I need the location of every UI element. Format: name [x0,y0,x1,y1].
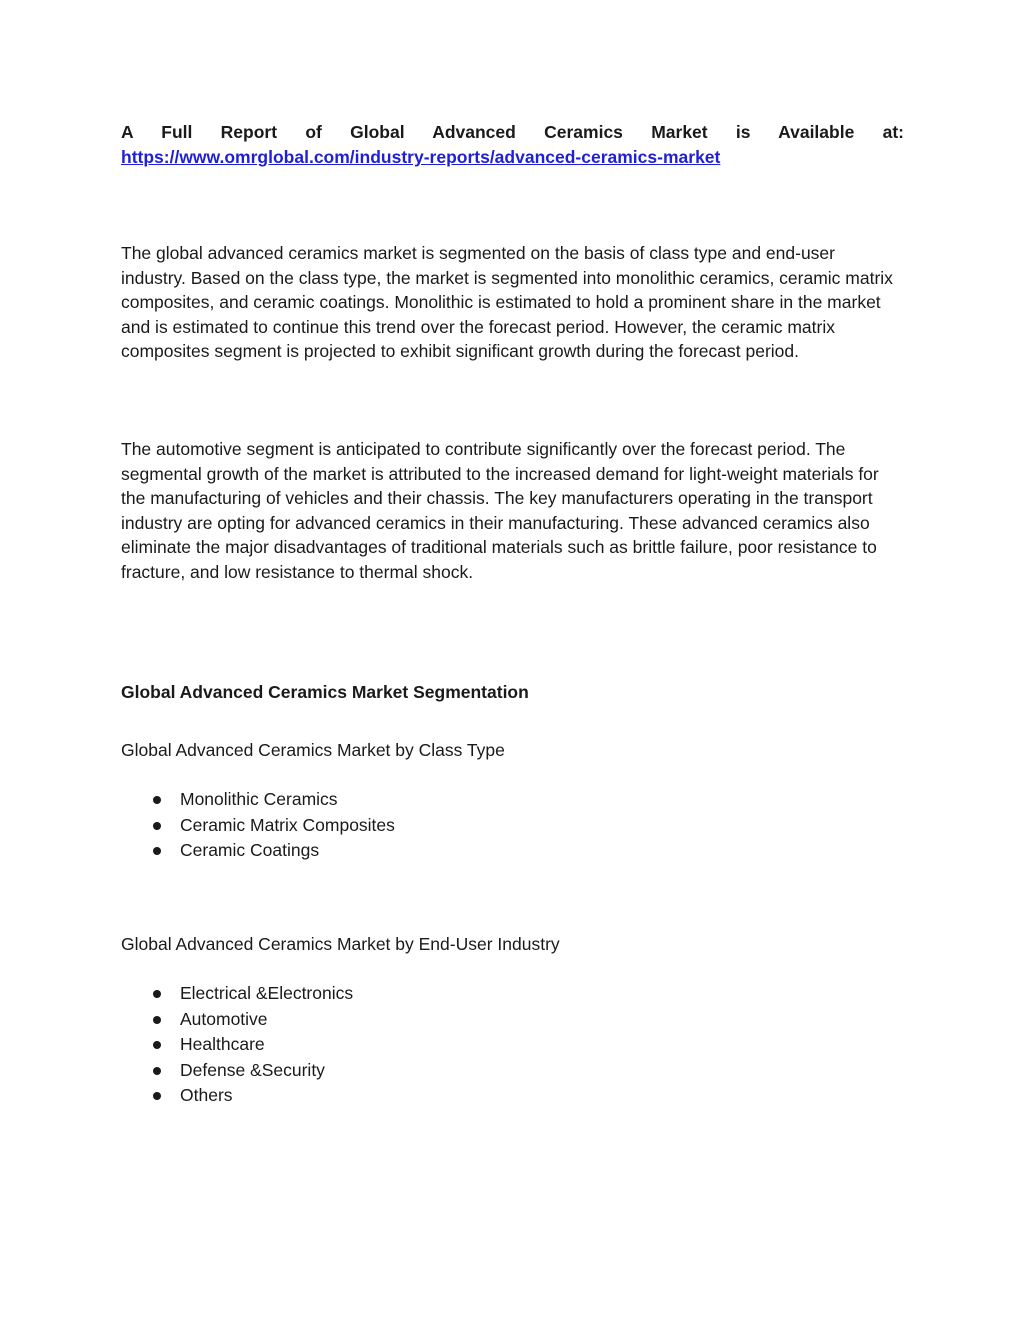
list-item [121,1007,353,1033]
class-type-heading: Global Advanced Ceramics Market by Class Type [121,740,505,760]
bullet-icon [153,847,161,855]
automotive-paragraph: The automotive segment is anticipated to contribute significantly over the forecast period. The segmental growth of the market is attributed to the increased demand for light-weight materials for the manufacturing of vehicles and their chassis. The key manufacturers operating in the transport industry are opting for advanced ceramics in their manufacturing. These advanced ceramics also eliminate the major disadvantages of traditional materials such as brittle failure, poor resistance to fracture, and low resistance to thermal shock. [121,439,879,582]
list-item-label: Ceramic Coatings [180,840,320,861]
list-item-label: Automotive [180,1008,268,1029]
list-item [121,1083,353,1109]
overview-paragraph: The global advanced ceramics market is segmented on the basis of class type and end-user industry. Based on the class type, the market is segmented into monolithic ceramics, ceramic matrix composites, and ceramic coatings. Monolithic is estimated to hold a prominent share in the market and is estimated to continue this trend over the forecast period. However, the ceramic matrix composites segment is projected to exhibit significant growth during the forecast period. [121,243,893,362]
list-item-label: Healthcare [180,1034,265,1055]
bullet-icon [153,1041,161,1049]
bullet-icon [153,1067,161,1075]
class-type-list [121,787,395,864]
bullet-icon [153,822,161,830]
list-item [121,1058,353,1084]
list-item [121,787,395,813]
list-item [121,813,395,839]
list-item-label: Others [180,1085,233,1106]
report-link[interactable]: https://www.omrglobal.com/industry-reports/advanced-ceramics-market [121,147,721,167]
list-item [121,1032,353,1058]
end-user-list [121,981,353,1109]
list-item [121,981,353,1007]
bullet-icon [153,796,161,804]
report-availability-heading: A Full Report of Global Advanced Ceramics Market is Available at: [121,122,904,142]
bullet-icon [153,990,161,998]
bullet-icon [153,1092,161,1100]
list-item-label: Monolithic Ceramics [180,789,338,809]
list-item-label: Electrical &Electronics [180,983,354,1003]
list-item-label: Ceramic Matrix Composites [180,814,395,835]
segmentation-heading: Global Advanced Ceramics Market Segmentation [121,682,529,702]
list-item-label: Defense &Security [180,1059,325,1080]
bullet-icon [153,1016,161,1024]
end-user-heading: Global Advanced Ceramics Market by End-User Industry [121,934,560,954]
list-item [121,838,395,864]
